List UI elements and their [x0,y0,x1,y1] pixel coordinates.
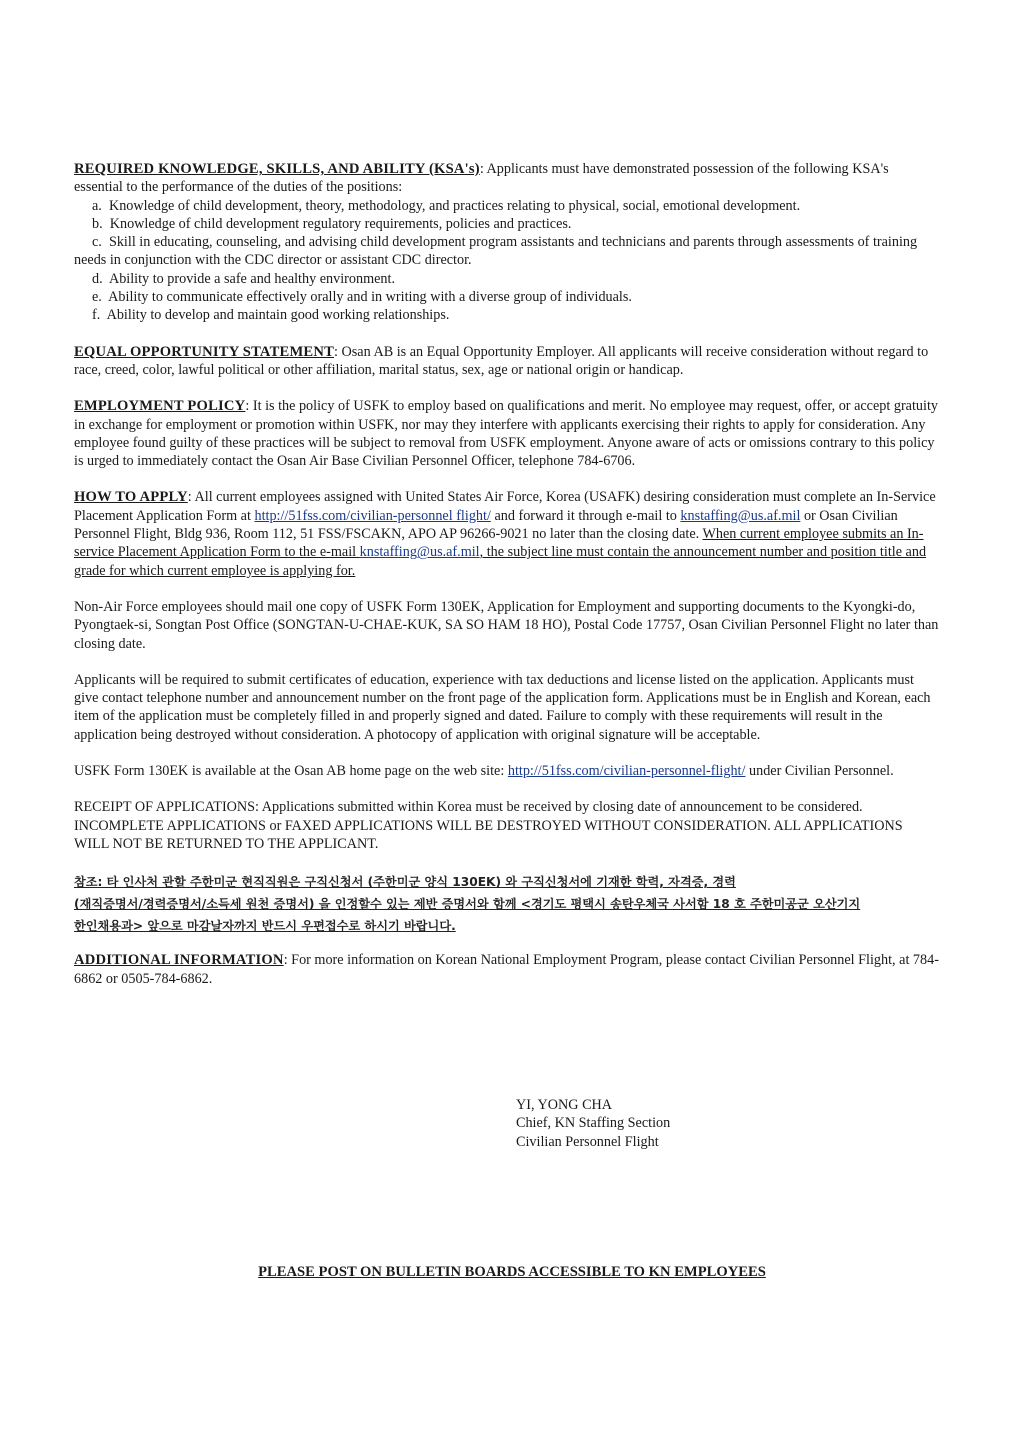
ksa-item-e [74,288,940,306]
ksa-item-d [74,270,940,288]
policy-paragraph [74,397,940,470]
eeo-heading: EQUAL OPPORTUNITY STATEMENT [74,343,335,360]
additional-paragraph [74,951,940,988]
ksa-item-letter: a. [92,197,102,214]
ksa-item-letter: c. [92,234,102,251]
ksa-item-letter: f. [92,307,101,324]
receipt-section [74,798,940,853]
ksa-heading: REQUIRED KNOWLEDGE, SKILLS, AND ABILITY (KSA's) [74,161,480,177]
korean-notice-line: (재직증명서/경력증명서/소득세 원천 증명서) 을 인정할수 있는 제반 증명서와 함께 <경기도 평택시 송탄우체국 사서함 18 호 주한미공군 오산기지 [74,897,861,912]
apply-text: : All current employees assigned with United States Air Force, Korea (USAFK) desiring consideration must complete an In-Service Placement Application Form at [74,489,936,524]
form-availability-section [74,762,940,780]
ksa-item-letter: b. [92,215,103,232]
korean-notice-line: 한인채용과> 앞으로 마감날자까지 반드시 우편접수로 하시기 바랍니다. [74,919,456,934]
ksa-item-f [74,306,940,324]
ksa-item-text: Ability to develop and maintain good working relationships. [106,307,450,324]
staffing-email-link[interactable]: knstaffing@us.af.mil [680,507,801,524]
ksa-paragraph [74,160,940,197]
apply-underlined-note: When current employee submits an In-service Placement Application Form to the e-mail [74,526,924,561]
ksa-item-letter: d. [92,270,103,287]
ksa-item-text: Knowledge of child development, theory, methodology, and practices relating to physical, social, emotional development. [108,197,801,214]
receipt-paragraph: RECEIPT OF APPLICATIONS: Applications submitted within Korea must be received by closing date of announcement to be considered. INCOMPLETE APPLICATIONS or FAXED APPLICATIONS WILL BE DESTROYED WITHOUT CONSIDERATION. ALL APPLICATIONS WILL NOT BE RETURNED TO THE APPLICANT. [74,799,903,852]
apply-text: and forward it through e-mail to [490,507,681,524]
eeo-text: : Osan AB is an Equal Opportunity Employer. All applicants will receive consideration without regard to race, creed, color, lawful political or other affiliation, marital status, sex, age or national origin or handicap. [74,343,929,378]
ksa-item-c [74,233,940,270]
apply-underlined-note: , the subject line must contain the announcement number and position title and grade for which current employee is applying for. [74,544,927,579]
policy-heading: EMPLOYMENT POLICY [74,398,246,415]
signature-office: Civilian Personnel Flight [516,1133,659,1150]
staffing-email-link-2[interactable]: knstaffing@us.af.mil [359,544,480,561]
osan-homepage-link[interactable]: http://51fss.com/civilian-personnel-flight/ [507,763,746,780]
ksa-item-b [74,215,940,233]
non-air-force-section [74,598,940,653]
posting-instruction: PLEASE POST ON BULLETIN BOARDS ACCESSIBLE TO KN EMPLOYEES [258,1264,766,1280]
ksa-item-text: Knowledge of child development regulatory requirements, policies and practices. [109,215,572,232]
ksa-item-a [74,197,940,215]
ksa-list [74,197,940,325]
ksa-section [74,160,940,325]
eeo-paragraph [74,343,940,380]
korean-notice-line: 참조: 타 인사처 관할 주한미군 현직직원은 구직신청서 (주한미군 양식 130EK) 와 구직신청서에 기재한 학력, 자격증, 경력 [74,875,736,890]
how-to-apply-section [74,488,940,579]
ksa-intro: : Applicants must have demonstrated possession of the following KSA's essential to the performance of the duties of the positions: [74,161,889,196]
additional-text: : For more information on Korean National Employment Program, please contact Civilian Personnel Flight, at 784-6862 or 0505-784-6862. [74,952,939,987]
form-paragraph [74,762,940,780]
additional-info-section [74,951,940,988]
form-text: under Civilian Personnel. [745,763,894,780]
requirements-paragraph: Applicants will be required to submit certificates of education, experience with tax deductions and license listed on the application. Applicants must give contact telephone number and announcement number on the front page of the application form. Applications must be in English and Korean, each item of the application must be completely filled in and properly signed and dated. Failure to comply with these requirements will result in the application being destroyed without consideration. A photocopy of application with original signature will be acceptable. [74,671,931,743]
signature-title: Chief, KN Staffing Section [516,1115,671,1132]
additional-heading: ADDITIONAL INFORMATION [74,952,284,969]
application-form-link[interactable]: http://51fss.com/civilian-personnel flight/ [254,507,491,524]
ksa-item-letter: e. [92,289,102,306]
document-body [74,160,940,1006]
non-air-force-paragraph: Non-Air Force employees should mail one copy of USFK Form 130EK, Application for Employment and supporting documents to the Kyongki-do, Pyongtaek-si, Songtan Post Office (SONGTAN-U-CHAE-KUK, SA SO HAM 18 HO), Postal Code 17757, Osan Civilian Personnel Flight no later than closing date. [74,598,939,652]
form-text: USFK Form 130EK is available at the Osan AB home page on the web site: [74,763,508,780]
requirements-section [74,671,940,744]
signature-name: YI, YONG CHA [516,1097,613,1113]
signature-block [516,1096,670,1151]
ksa-item-text: Ability to communicate effectively orally and in writing with a diverse group of individuals. [108,289,632,306]
policy-text: : It is the policy of USFK to employ based on qualifications and merit. No employee may request, offer, or accept gratuity in exchange for employment or promotion within USFK, nor may they interfere with applicants exercising their rights to apply for consideration. Any employee found guilty of these practices will be subject to removal from USFK employment. Anyone aware of acts or omissions contrary to this policy is urged to immediately contact the Osan Air Base Civilian Personnel Officer, telephone 784-6706. [74,398,938,470]
apply-heading: HOW TO APPLY [74,489,188,506]
apply-text: or Osan Civilian Personnel Flight, Bldg 936, Room 112, 51 FSS/FSCAKN, APO AP 96266-9021 no later than the closing date. [74,507,898,543]
eeo-section [74,343,940,380]
ksa-item-text: Ability to provide a safe and healthy environment. [108,270,395,287]
korean-notice [74,871,940,937]
employment-policy-section [74,397,940,470]
apply-paragraph [74,488,940,579]
ksa-item-text: Skill in educating, counseling, and advising child development program assistants and technicians and parents through assessments of training needs in conjunction with the CDC director or assistant CDC director. [74,234,918,269]
